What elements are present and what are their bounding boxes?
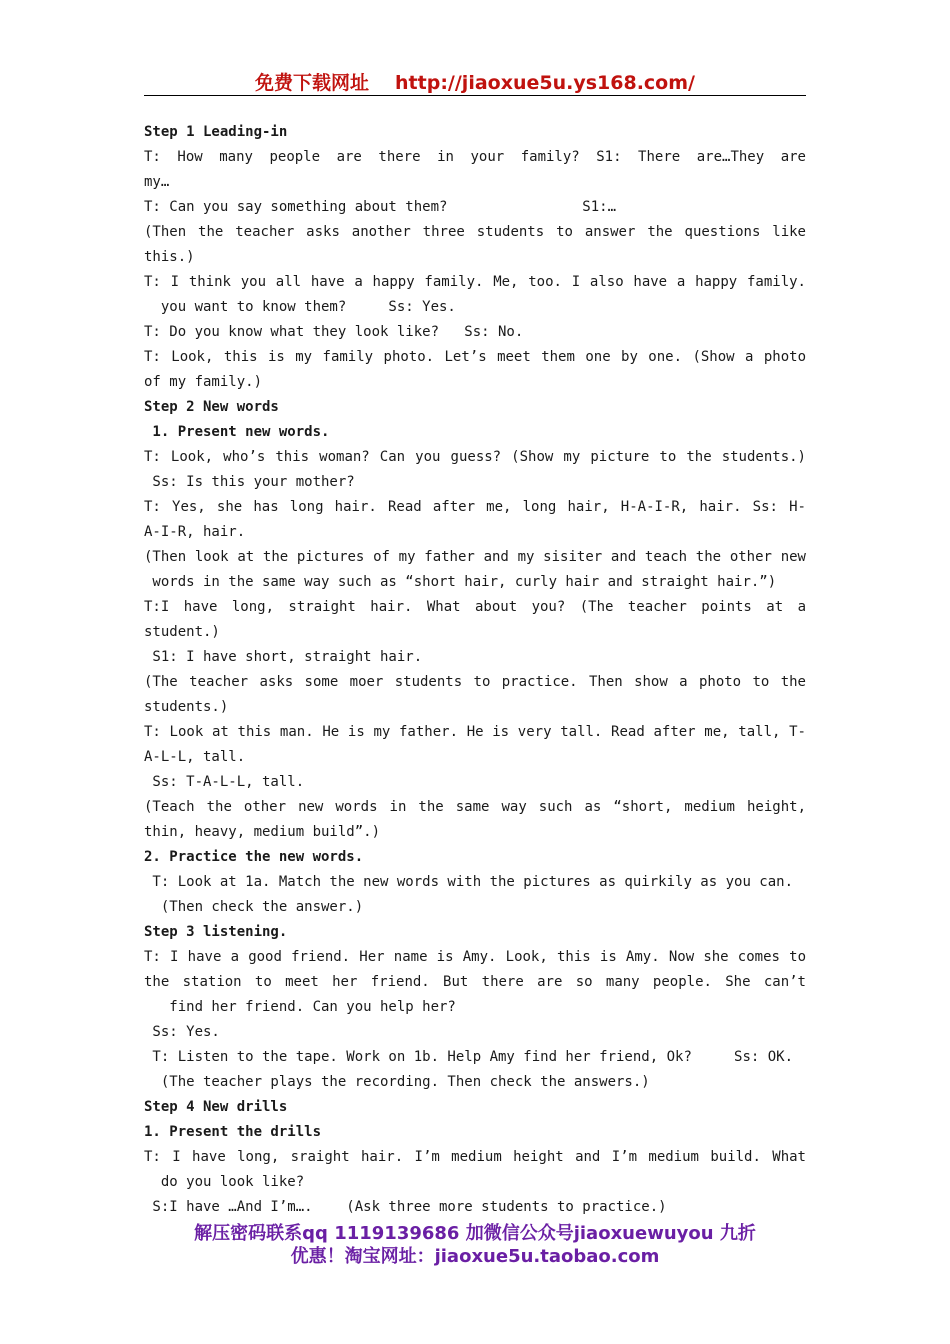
text-line: (Then check the answer.)	[144, 899, 364, 915]
step-3-heading: Step 3 listening.	[144, 924, 288, 940]
text-line: T: I think you all have a happy family. Me, too. I also have a happy family.	[144, 274, 806, 290]
text-line: (Then the teacher asks another three students to answer the questions like	[144, 224, 806, 240]
step-2-heading: Step 2 New words	[144, 399, 279, 415]
text-line: T: Look at this man. He is my father. He is very tall. Read after me, tall, T-	[144, 724, 806, 740]
subheading: 1. Present the drills	[144, 1124, 322, 1140]
text-line: thin, heavy, medium build”.)	[144, 824, 381, 840]
text-line: T: Look, who’s this woman? Can you guess? (Show my picture to the students.)	[144, 449, 806, 465]
text-line: (Then look at the pictures of my father and my sisiter and teach the other new	[144, 549, 806, 565]
subheading: 2. Practice the new words.	[144, 849, 364, 865]
step-1-heading: Step 1 Leading-in	[144, 124, 288, 140]
text-line: words in the same way such as “short hair, curly hair and straight hair.”)	[144, 574, 777, 590]
text-line: T: Look, this is my family photo. Let’s meet them one by one. (Show a photo	[144, 349, 806, 365]
text-line: of my family.)	[144, 374, 263, 390]
text-line: T: I have long, sraight hair. I’m medium height and I’m medium build. What	[144, 1149, 806, 1165]
text-line: T: Yes, she has long hair. Read after me, long hair, H-A-I-R, hair. Ss: H-	[144, 499, 806, 515]
text-line: Ss: T-A-L-L, tall.	[144, 774, 305, 790]
header-label: 免费下载网址	[255, 72, 370, 94]
step-4-heading: Step 4 New drills	[144, 1099, 288, 1115]
text-line: Ss: Is this your mother?	[144, 474, 355, 490]
text-line: the station to meet her friend. But there are so many people. She can’t	[144, 974, 806, 990]
text-line: T: Do you know what they look like? Ss: No.	[144, 324, 524, 340]
text-line: find her friend. Can you help her?	[144, 999, 456, 1015]
text-line: (Teach the other new words in the same way such as “short, medium height,	[144, 799, 806, 815]
text-line: A-L-L, tall.	[144, 749, 246, 765]
text-line: (The teacher asks some moer students to practice. Then show a photo to the	[144, 674, 806, 690]
text-line: T: Look at 1a. Match the new words with the pictures as quirkily as you can.	[144, 874, 794, 890]
text-line: T: Listen to the tape. Work on 1b. Help Amy find her friend, Ok? Ss: OK.	[144, 1049, 794, 1065]
text-line: my…	[144, 174, 170, 190]
subheading: 1. Present new words.	[144, 424, 330, 440]
text-line: Ss: Yes.	[144, 1024, 220, 1040]
text-line: this.)	[144, 249, 195, 265]
text-line: S1: I have short, straight hair.	[144, 649, 423, 665]
text-line: A-I-R, hair.	[144, 524, 246, 540]
text-line: S:I have …And I’m…. (Ask three more students to practice.)	[144, 1199, 667, 1215]
text-line: you want to know them? Ss: Yes.	[144, 299, 456, 315]
page-header	[0, 68, 950, 95]
footer-line-1: 解压密码联系qq 1119139686 加微信公众号jiaoxuewuyou 九折	[194, 1223, 756, 1244]
text-line: students.)	[144, 699, 229, 715]
document-body	[144, 120, 806, 1220]
text-line: (The teacher plays the recording. Then check the answers.)	[144, 1074, 650, 1090]
header-rule	[144, 95, 806, 96]
text-line: T: Can you say something about them? S1:…	[144, 199, 617, 215]
text-line: T: I have a good friend. Her name is Amy. Look, this is Amy. Now she comes to	[144, 949, 806, 965]
text-line: student.)	[144, 624, 220, 640]
footer-line-2: 优惠！淘宝网址：jiaoxue5u.taobao.com	[290, 1246, 660, 1267]
text-line: T:I have long, straight hair. What about you? (The teacher points at a	[144, 599, 806, 615]
header-url[interactable]: http://jiaoxue5u.ys168.com/	[395, 72, 695, 94]
text-line: do you look like?	[144, 1174, 305, 1190]
text-line: T: How many people are there in your family? S1: There are…They are	[144, 149, 806, 165]
